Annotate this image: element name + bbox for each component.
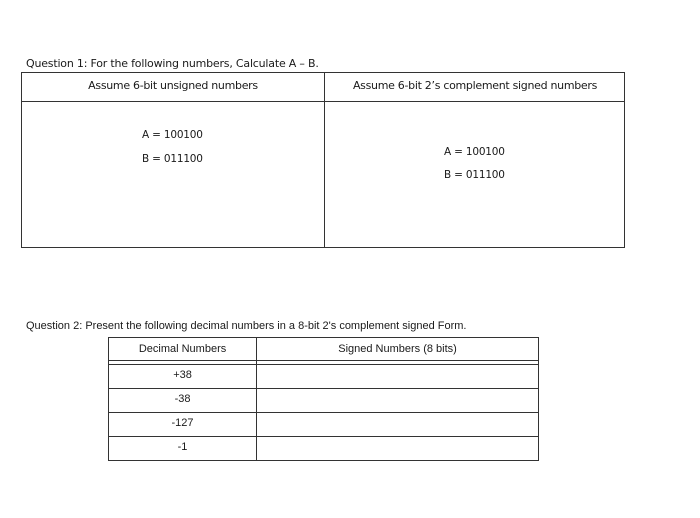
unsigned-column-header: Assume 6-bit unsigned numbers	[88, 79, 258, 92]
question-2-table	[108, 337, 539, 461]
question-1-title: Question 1: For the following numbers, Calculate A – B.	[26, 57, 319, 70]
question-1-table	[21, 72, 625, 248]
decimal-numbers-header: Decimal Numbers	[109, 338, 257, 361]
signed-answer-cell[interactable]	[257, 365, 539, 389]
decimal-cell: -38	[109, 389, 257, 413]
signed-answer-cell[interactable]	[257, 389, 539, 413]
table-row	[109, 389, 539, 413]
signed-answer-cell[interactable]	[257, 413, 539, 437]
unsigned-value-b: B = 011100	[142, 153, 203, 165]
decimal-cell: -1	[109, 437, 257, 461]
decimal-cell: -127	[109, 413, 257, 437]
signed-column-header: Assume 6-bit 2’s complement signed numbers	[352, 79, 598, 92]
signed-value-b: B = 011100	[444, 169, 505, 181]
signed-answer-cell[interactable]	[257, 437, 539, 461]
table-row	[109, 413, 539, 437]
unsigned-value-a: A = 100100	[142, 129, 203, 141]
table-row	[109, 437, 539, 461]
question-2-title: Question 2: Present the following decimal numbers in a 8-bit 2's complement signed Form.	[26, 320, 467, 332]
question-1-column-divider	[324, 73, 325, 247]
question-2-header-row	[109, 338, 539, 361]
signed-value-a: A = 100100	[444, 146, 505, 158]
decimal-cell: +38	[109, 365, 257, 389]
table-row	[109, 365, 539, 389]
signed-numbers-header: Signed Numbers (8 bits)	[257, 338, 539, 361]
